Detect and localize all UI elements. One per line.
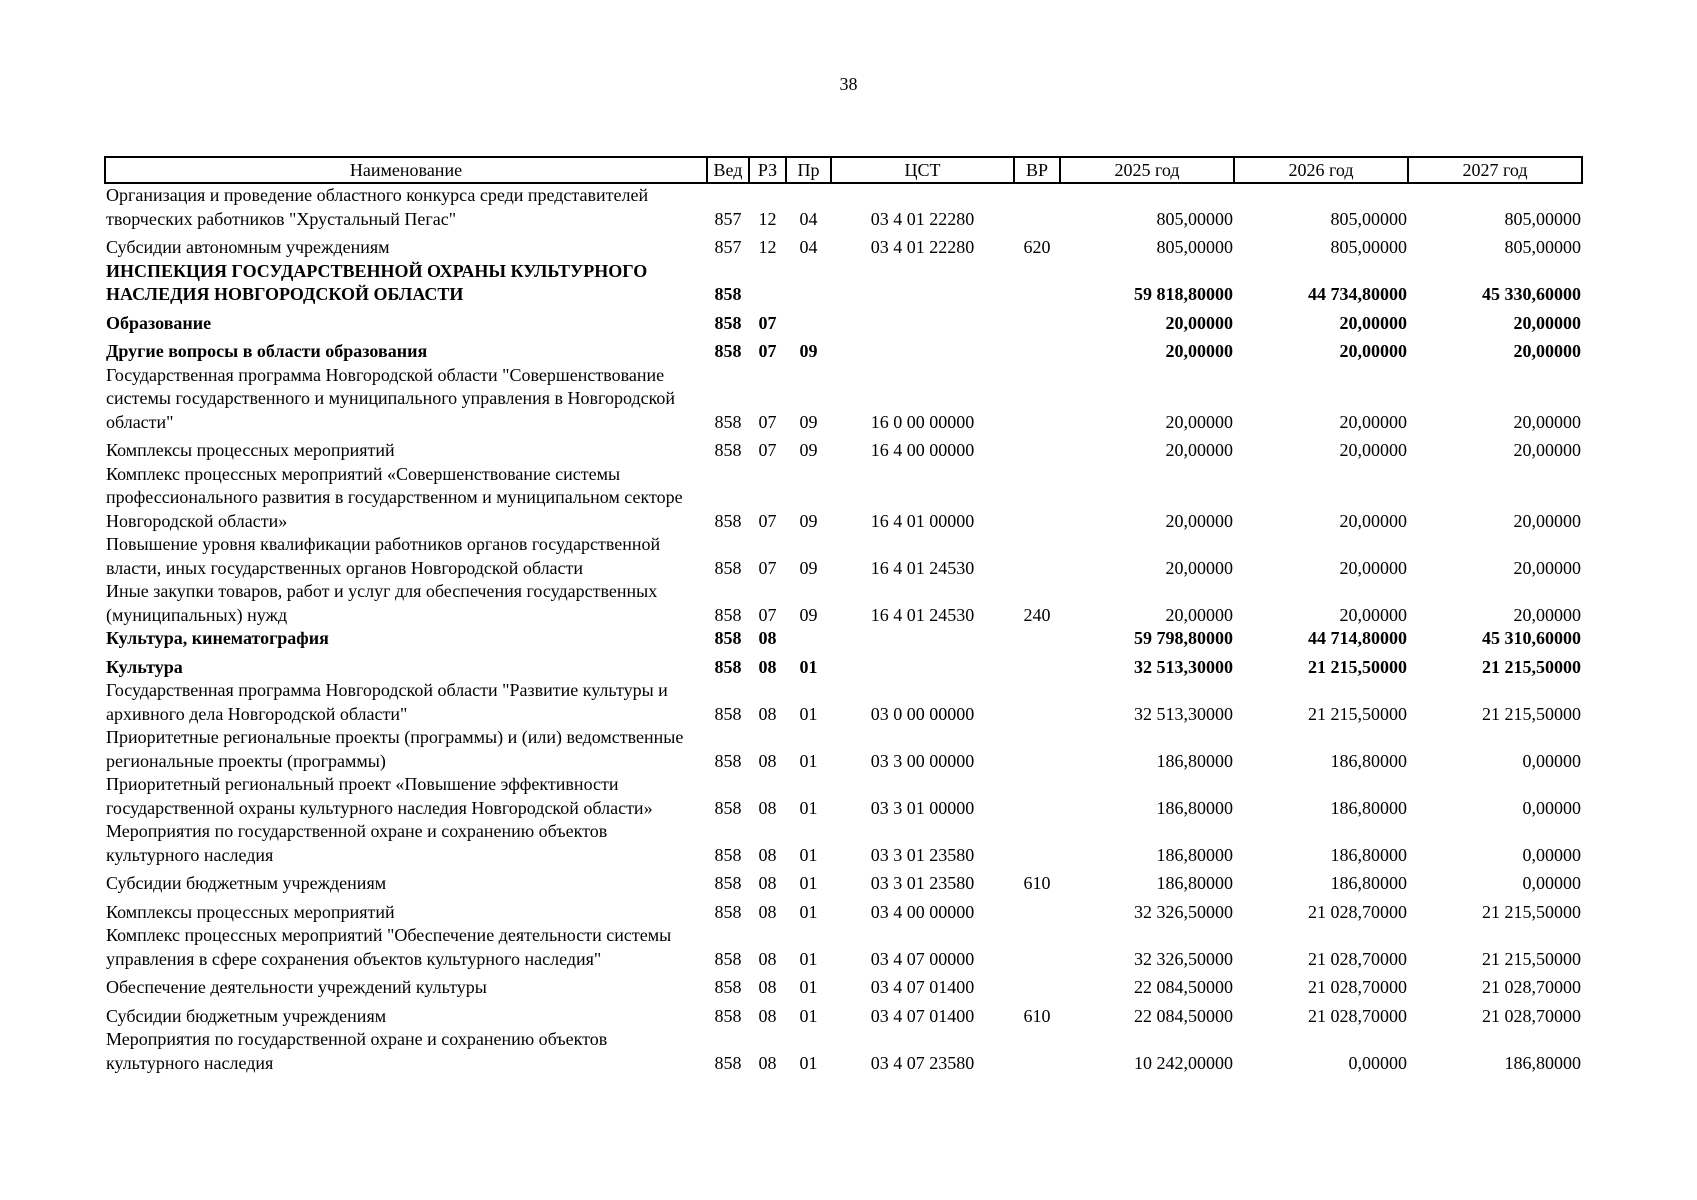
table-row <box>105 924 1582 976</box>
row-2027: 0,00000 <box>1522 873 1581 893</box>
row-name: Комплекс процессных мероприятий «Совершенствование системы профессионального развития в государственном и муниципальном секторе Новгородской области» <box>106 463 683 531</box>
table-row <box>105 260 1582 312</box>
row-2026: 186,80000 <box>1330 750 1407 771</box>
row-ved: 858 <box>714 656 742 677</box>
table-header-row <box>105 157 1582 183</box>
row-cst: 03 3 00 00000 <box>870 750 975 771</box>
row-vr <box>1014 773 1060 820</box>
table-row <box>105 820 1582 872</box>
row-pr <box>786 627 831 656</box>
row-vr: 620 <box>1023 237 1051 257</box>
row-vr <box>1014 533 1060 580</box>
row-name: Культура <box>106 656 183 677</box>
row-2027: 20,00000 <box>1513 440 1581 460</box>
row-ved: 858 <box>714 901 742 922</box>
row-2026: 186,80000 <box>1330 797 1407 818</box>
table-row <box>105 656 1582 680</box>
row-name: Субсидии бюджетным учреждениям <box>106 873 387 893</box>
row-ved: 858 <box>714 440 742 460</box>
table-row <box>105 439 1582 463</box>
row-2025: 10 242,00000 <box>1134 1052 1233 1073</box>
table-row <box>105 312 1582 341</box>
row-name: Приоритетный региональный проект «Повышение эффективности государственной охраны культурного наследия Новгородской области» <box>106 774 653 818</box>
row-pr: 01 <box>799 1052 818 1073</box>
row-2026: 21 028,70000 <box>1308 948 1407 969</box>
row-2027: 0,00000 <box>1522 750 1581 771</box>
row-rz: 07 <box>758 510 777 531</box>
row-pr: 09 <box>799 411 818 432</box>
row-vr <box>1014 439 1060 463</box>
row-rz: 08 <box>758 1052 777 1073</box>
row-2025: 186,80000 <box>1156 750 1233 771</box>
row-2025: 22 084,50000 <box>1134 977 1233 997</box>
table-row <box>105 1028 1582 1075</box>
row-2025: 186,80000 <box>1156 873 1233 893</box>
row-ved: 858 <box>714 977 742 997</box>
row-ved: 858 <box>714 604 742 625</box>
row-2026: 805,00000 <box>1330 237 1407 257</box>
row-2025: 186,80000 <box>1156 797 1233 818</box>
row-cst <box>831 312 1014 341</box>
row-rz: 12 <box>758 237 777 257</box>
row-pr: 01 <box>799 750 818 771</box>
row-vr <box>1014 260 1060 312</box>
row-pr: 09 <box>799 341 818 361</box>
row-rz: 07 <box>758 341 777 361</box>
row-vr <box>1014 976 1060 1005</box>
row-2027: 20,00000 <box>1513 604 1581 625</box>
row-pr: 09 <box>799 604 818 625</box>
row-cst: 16 4 01 24530 <box>870 557 975 578</box>
row-name: Субсидии бюджетным учреждениям <box>106 1005 387 1026</box>
row-vr <box>1014 183 1060 236</box>
row-2025: 32 513,30000 <box>1134 703 1233 724</box>
row-rz: 08 <box>758 844 777 865</box>
row-ved: 858 <box>714 797 742 818</box>
row-ved: 858 <box>714 844 742 865</box>
row-pr: 01 <box>799 873 818 893</box>
row-pr: 01 <box>799 656 818 677</box>
row-vr: 240 <box>1023 604 1051 625</box>
row-2027: 186,80000 <box>1504 1052 1581 1073</box>
row-cst: 16 4 01 00000 <box>870 510 975 531</box>
table-row <box>105 463 1582 534</box>
row-2025: 59 818,80000 <box>1134 284 1233 304</box>
header-2026: 2026 год <box>1234 157 1408 183</box>
row-2026: 44 734,80000 <box>1308 284 1407 304</box>
table-row <box>105 679 1582 726</box>
row-vr <box>1014 924 1060 976</box>
row-2026: 20,00000 <box>1339 411 1407 432</box>
row-rz: 08 <box>758 750 777 771</box>
row-rz: 08 <box>758 948 777 969</box>
row-name: Приоритетные региональные проекты (программы) и (или) ведомственные региональные проекты (программы) <box>106 727 684 771</box>
row-2025: 20,00000 <box>1165 510 1233 531</box>
header-rz: РЗ <box>749 157 786 183</box>
row-2027: 21 215,50000 <box>1482 656 1581 677</box>
row-ved: 858 <box>714 873 742 893</box>
row-2027: 0,00000 <box>1522 844 1581 865</box>
row-2027: 45 310,60000 <box>1482 628 1581 648</box>
header-2027: 2027 год <box>1408 157 1582 183</box>
row-2026: 20,00000 <box>1339 604 1407 625</box>
row-ved: 858 <box>714 411 742 432</box>
row-pr: 09 <box>799 510 818 531</box>
row-pr: 09 <box>799 557 818 578</box>
row-2027: 805,00000 <box>1504 208 1581 229</box>
table-row <box>105 726 1582 773</box>
row-rz: 08 <box>758 703 777 724</box>
row-ved: 858 <box>714 312 742 333</box>
table-row <box>105 580 1582 627</box>
row-2026: 20,00000 <box>1339 510 1407 531</box>
header-ved: Вед <box>707 157 749 183</box>
row-cst: 03 0 00 00000 <box>870 703 975 724</box>
page-number: 38 <box>839 74 858 94</box>
table-row <box>105 976 1582 1005</box>
row-2025: 20,00000 <box>1165 341 1233 361</box>
row-2026: 186,80000 <box>1330 873 1407 893</box>
row-2025: 20,00000 <box>1165 411 1233 432</box>
row-pr: 04 <box>799 208 818 229</box>
row-2027: 20,00000 <box>1513 312 1581 333</box>
row-name: Образование <box>106 312 212 333</box>
row-pr: 01 <box>799 948 818 969</box>
row-2027: 21 028,70000 <box>1482 1005 1581 1026</box>
header-name: Наименование <box>105 157 707 183</box>
row-cst <box>831 656 1014 680</box>
row-vr <box>1014 820 1060 872</box>
row-2026: 805,00000 <box>1330 208 1407 229</box>
row-vr <box>1014 463 1060 534</box>
table-row <box>105 236 1582 260</box>
row-cst <box>831 340 1014 364</box>
row-ved: 857 <box>714 237 742 257</box>
row-vr: 610 <box>1023 1005 1051 1026</box>
row-ved: 858 <box>714 703 742 724</box>
row-vr <box>1014 1028 1060 1075</box>
row-pr <box>786 312 831 341</box>
row-cst: 03 4 01 22280 <box>870 237 975 257</box>
row-2025: 20,00000 <box>1165 440 1233 460</box>
row-cst: 03 4 07 00000 <box>870 948 975 969</box>
row-name: Мероприятия по государственной охране и сохранению объектов культурного наследия <box>106 1029 608 1073</box>
row-rz: 07 <box>758 440 777 460</box>
row-ved: 858 <box>714 1005 742 1026</box>
row-pr: 01 <box>799 844 818 865</box>
table-row <box>105 773 1582 820</box>
row-pr: 01 <box>799 977 818 997</box>
row-rz: 08 <box>758 656 777 677</box>
row-vr <box>1014 627 1060 656</box>
row-cst <box>831 260 1014 312</box>
row-2025: 805,00000 <box>1156 208 1233 229</box>
row-ved: 858 <box>714 628 742 648</box>
row-2026: 21 028,70000 <box>1308 977 1407 997</box>
row-rz: 08 <box>758 873 777 893</box>
table-row <box>105 901 1582 925</box>
header-pr: Пр <box>786 157 831 183</box>
row-rz: 08 <box>758 797 777 818</box>
header-vr: ВР <box>1014 157 1060 183</box>
row-name: Культура, кинематография <box>106 628 329 648</box>
row-2027: 21 215,50000 <box>1482 948 1581 969</box>
row-cst: 03 4 07 01400 <box>870 977 975 997</box>
row-2025: 186,80000 <box>1156 844 1233 865</box>
row-2025: 32 326,50000 <box>1134 901 1233 922</box>
row-pr: 04 <box>799 237 818 257</box>
row-2026: 21 215,50000 <box>1308 703 1407 724</box>
row-pr: 09 <box>799 440 818 460</box>
row-name: ИНСПЕКЦИЯ ГОСУДАРСТВЕННОЙ ОХРАНЫ КУЛЬТУРНОГО НАСЛЕДИЯ НОВГОРОДСКОЙ ОБЛАСТИ <box>106 260 648 304</box>
row-vr <box>1014 364 1060 440</box>
row-ved: 858 <box>714 750 742 771</box>
row-pr: 01 <box>799 703 818 724</box>
table-row <box>105 533 1582 580</box>
row-2025: 32 326,50000 <box>1134 948 1233 969</box>
table-body <box>105 183 1582 1075</box>
row-2026: 20,00000 <box>1339 440 1407 460</box>
row-2026: 20,00000 <box>1339 557 1407 578</box>
row-ved: 858 <box>714 1052 742 1073</box>
row-2027: 20,00000 <box>1513 341 1581 361</box>
header-2025: 2025 год <box>1060 157 1234 183</box>
row-rz: 08 <box>758 901 777 922</box>
row-2025: 20,00000 <box>1165 312 1233 333</box>
table-row <box>105 627 1582 656</box>
table-row <box>105 364 1582 440</box>
row-2027: 21 215,50000 <box>1482 703 1581 724</box>
row-vr <box>1014 312 1060 341</box>
row-name: Мероприятия по государственной охране и сохранению объектов культурного наследия <box>106 821 608 865</box>
row-cst: 03 3 01 23580 <box>870 873 975 893</box>
row-rz: 12 <box>758 208 777 229</box>
row-2025: 20,00000 <box>1165 604 1233 625</box>
row-rz: 08 <box>758 977 777 997</box>
row-pr: 01 <box>799 1005 818 1026</box>
row-2025: 22 084,50000 <box>1134 1005 1233 1026</box>
row-vr <box>1014 656 1060 680</box>
row-rz <box>749 260 786 312</box>
row-pr: 01 <box>799 901 818 922</box>
row-2026: 44 714,80000 <box>1308 628 1407 648</box>
header-cst: ЦСТ <box>831 157 1014 183</box>
row-vr <box>1014 340 1060 364</box>
row-name: Субсидии автономным учреждениям <box>106 237 390 257</box>
row-2027: 20,00000 <box>1513 411 1581 432</box>
row-2027: 20,00000 <box>1513 510 1581 531</box>
row-name: Иные закупки товаров, работ и услуг для обеспечения государственных (муниципальных) нужд <box>106 581 658 625</box>
row-ved: 858 <box>714 284 742 304</box>
row-2026: 21 215,50000 <box>1308 656 1407 677</box>
row-cst: 16 4 00 00000 <box>870 440 975 460</box>
row-cst: 03 3 01 23580 <box>870 844 975 865</box>
row-2026: 20,00000 <box>1339 341 1407 361</box>
row-2027: 0,00000 <box>1522 797 1581 818</box>
row-cst: 03 4 01 22280 <box>870 208 975 229</box>
row-rz: 07 <box>758 557 777 578</box>
row-name: Комплексы процессных мероприятий <box>106 901 395 922</box>
row-rz: 07 <box>758 604 777 625</box>
row-2027: 21 028,70000 <box>1482 977 1581 997</box>
row-name: Повышение уровня квалификации работников органов государственной власти, иных государственных органов Новгородской области <box>106 534 661 578</box>
row-2026: 0,00000 <box>1348 1052 1407 1073</box>
row-name: Государственная программа Новгородской области "Развитие культуры и архивного дела Новгородской области" <box>106 680 668 724</box>
budget-table <box>104 156 1583 1075</box>
row-2027: 805,00000 <box>1504 237 1581 257</box>
row-cst: 16 0 00 00000 <box>870 411 975 432</box>
row-cst: 16 4 01 24530 <box>870 604 975 625</box>
row-2025: 32 513,30000 <box>1134 656 1233 677</box>
row-name: Организация и проведение областного конкурса среди представителей творческих работников "Хрустальный Пегас" <box>106 185 649 229</box>
row-cst: 03 4 07 01400 <box>870 1005 975 1026</box>
row-ved: 858 <box>714 510 742 531</box>
row-rz: 08 <box>758 628 777 648</box>
row-vr: 610 <box>1023 873 1051 893</box>
row-vr <box>1014 901 1060 925</box>
row-cst: 03 4 00 00000 <box>870 901 975 922</box>
row-cst: 03 4 07 23580 <box>870 1052 975 1073</box>
row-name: Обеспечение деятельности учреждений культуры <box>106 977 487 997</box>
row-name: Комплекс процессных мероприятий "Обеспечение деятельности системы управления в сфере сохранения объектов культурного наследия" <box>106 925 672 969</box>
table-row <box>105 872 1582 901</box>
row-2027: 20,00000 <box>1513 557 1581 578</box>
row-cst: 03 3 01 00000 <box>870 797 975 818</box>
table-row <box>105 183 1582 236</box>
row-name: Другие вопросы в области образования <box>106 341 428 361</box>
row-vr <box>1014 679 1060 726</box>
row-name: Комплексы процессных мероприятий <box>106 440 395 460</box>
row-vr <box>1014 726 1060 773</box>
row-2026: 186,80000 <box>1330 844 1407 865</box>
row-rz: 07 <box>758 411 777 432</box>
row-2027: 45 330,60000 <box>1482 284 1581 304</box>
row-2025: 59 798,80000 <box>1134 628 1233 648</box>
row-ved: 857 <box>714 208 742 229</box>
table-row <box>105 340 1582 364</box>
row-2026: 21 028,70000 <box>1308 901 1407 922</box>
table-row <box>105 1005 1582 1029</box>
row-2025: 20,00000 <box>1165 557 1233 578</box>
row-2025: 805,00000 <box>1156 237 1233 257</box>
row-2027: 21 215,50000 <box>1482 901 1581 922</box>
row-2026: 21 028,70000 <box>1308 1005 1407 1026</box>
row-rz: 08 <box>758 1005 777 1026</box>
row-pr <box>786 260 831 312</box>
row-name: Государственная программа Новгородской области "Совершенствование системы государственного и муниципального управления в Новгородской области" <box>106 364 676 432</box>
row-ved: 858 <box>714 948 742 969</box>
row-ved: 858 <box>714 341 742 361</box>
row-ved: 858 <box>714 557 742 578</box>
row-2026: 20,00000 <box>1339 312 1407 333</box>
row-pr: 01 <box>799 797 818 818</box>
row-cst <box>831 627 1014 656</box>
row-rz: 07 <box>758 312 777 333</box>
